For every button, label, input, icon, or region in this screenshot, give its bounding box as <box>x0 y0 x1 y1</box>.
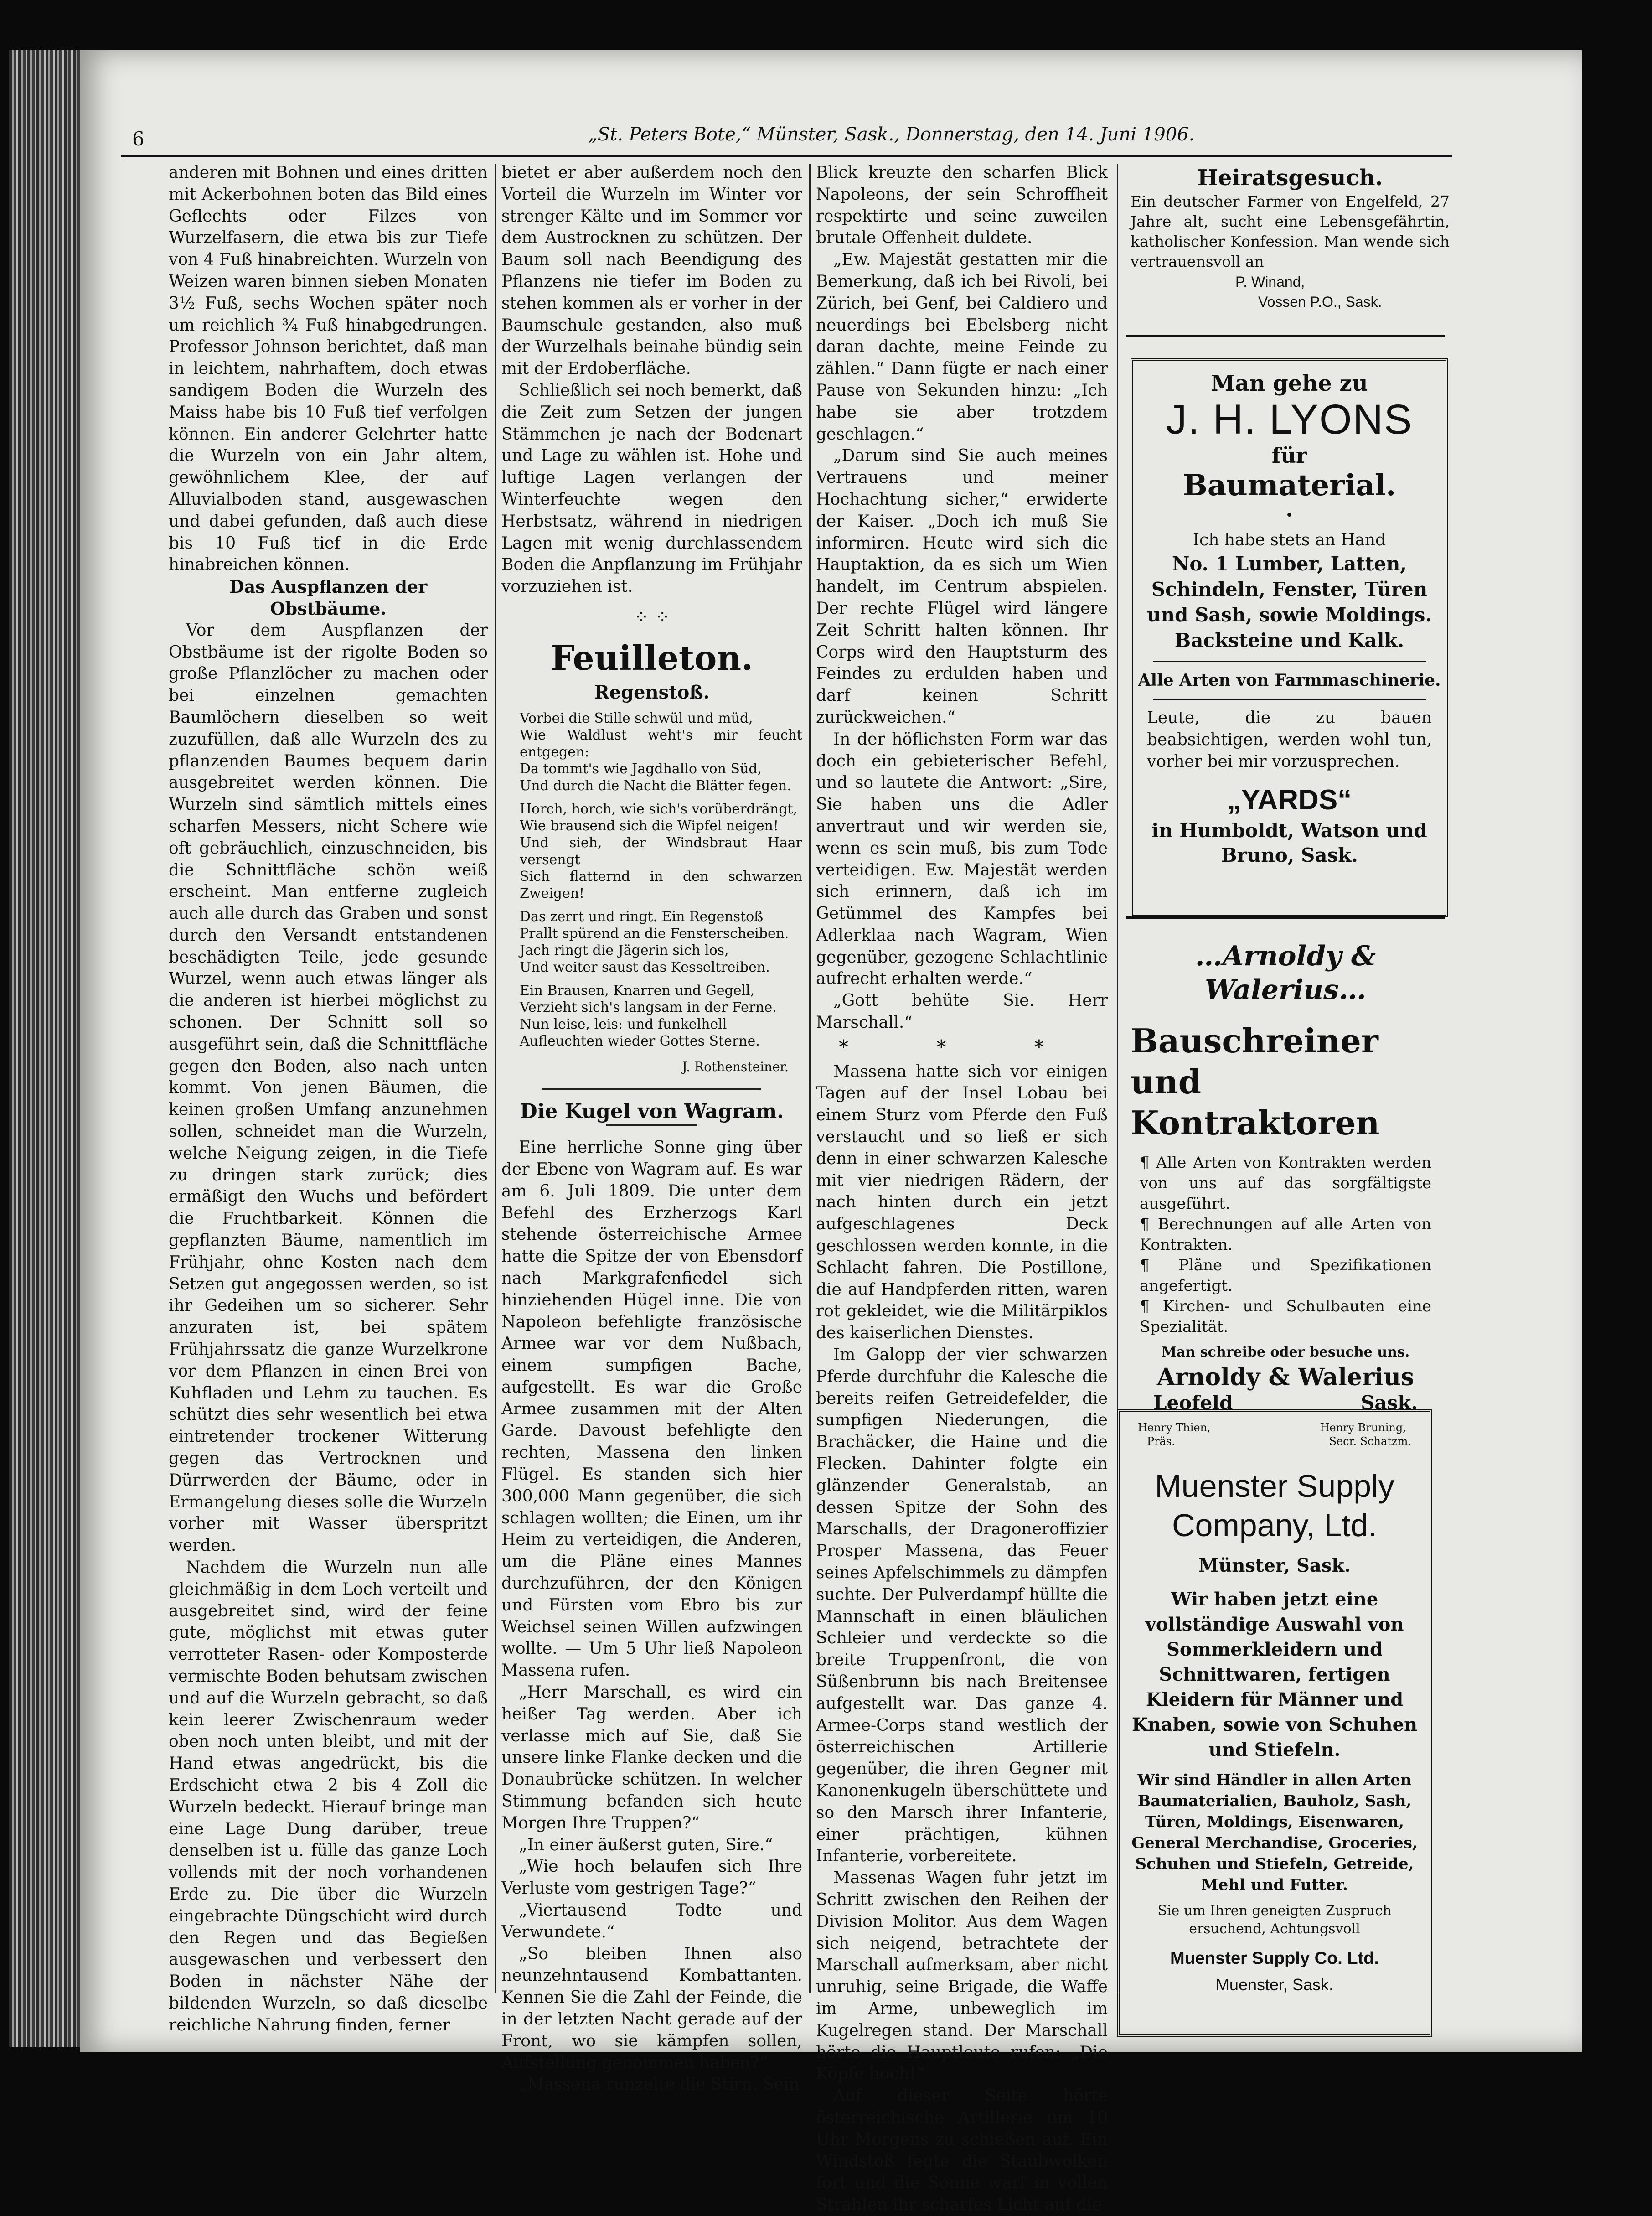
ad-text: Wir sind Händler in allen Arten Baumaterialien, Bauholz, Sash, Türen, Moldings, Eisenwaren, General Merchandise, Groceries, Schuhen und Stiefeln, Getreide, Mehl und Futter. <box>1131 1771 1418 1894</box>
column-3 <box>816 162 1108 2215</box>
paragraph: In der höflichsten Form war das doch ein gebieterischer Befehl, und so lautete die Antwort: „Sire, Sie haben uns die Adler anvertraut und wir werden sie, wenn es sein muß, bis zum Tode verteidigen. Ew. Majestät werden sich erinnern, daß ich im Getümmel des Kampfes bei Adlerklaa nach Wagram, Wien gegenüber, gezogene Schlachtlinie aufrecht erhalten werde.“ <box>816 730 1108 989</box>
poem-title: Regenstoß. <box>594 681 710 703</box>
ad-line: Bruno, Sask. <box>1221 844 1358 866</box>
poem-line: Ein Brausen, Knarren und Gegell, <box>520 982 755 999</box>
paragraph: „In einer äußerst guten, Sire.“ <box>519 1835 773 1854</box>
paragraph: Nachdem die Wurzeln nun alle gleichmäßig in dem Loch verteilt und ausgebreitet sind, wird der feine gute, möglichst mit etwas guter verrotteter Rasen- oder Komposterde vermischte Boden behutsam zwischen und auf die Wurzeln gebracht, so daß kein leerer Zwischenraum weder oben noch unten bleibt, und mit der Hand etwas angedrückt, bis die Erdschicht etwa 2 bis 4 Zoll die Wurzeln bedeckt. Hierauf bringe man eine Lage Dung darüber, treue denselben ist u. fülle das ganze Loch vollends mit der noch vorhandenen Erde zu. Die über die Wurzeln eingebrachte Düngschicht wird durch den Regen und das Begießen ausgewaschen und verbessert den Boden in nächster Nähe der bildenden Wurzeln, so daß dieselbe reichliche Nahrung finden, ferner <box>169 1558 488 2035</box>
ad-item: ¶ Alle Arten von Kontrakten werden von uns auf das sorgfältigste ausgeführt. <box>1140 1154 1431 1213</box>
officer-right <box>1320 1421 1411 1448</box>
poem-line: Das zerrt und ringt. Ein Regenstoß <box>520 908 764 925</box>
ad-officers <box>1120 1412 1430 1448</box>
ad-address: Vossen P.O., Sask. <box>1258 294 1382 310</box>
ad-line: und Sash, sowie Moldings. <box>1146 604 1432 626</box>
feuilleton-heading: Feuilleton. <box>551 638 753 678</box>
paragraph: Eine herrliche Sonne ging über der Ebene von Wagram auf. Es war am 6. Juli 1809. Die unter dem Befehl des Erzherzogs Karl stehende österreichische Armee hatte die Spitze der von Ebensdorf nach Markgrafenfiedel sich hinziehenden Hügel inne. Die von Napoleon befehligte französische Armee war vor dem Nußbach, einem sumpfigen Bache, aufgestellt. Es war die Große Armee zusammen mit der Alten Garde. Davoust befehligte den rechten, Massena den linken Flügel. Es standen sich hier 300,000 Mann gegenüber, die sich schlagen wollten; die Einen, um ihr Heim zu verteidigen, die Anderen, um die Pläne eines Mannes durchzuführen, der den Königen und Fürsten vom Ebro bis zur Weichsel seinen Willen aufzwingen wollte. — Um 5 Uhr ließ Napoleon Massena rufen. <box>501 1138 802 1680</box>
column-rule <box>809 164 811 1993</box>
poem-line: Prallt spürend an die Fensterscheiben. <box>520 925 789 942</box>
ad-line: Backsteine und Kalk. <box>1174 629 1404 652</box>
paragraph: anderen mit Bohnen und eines dritten mit Ackerbohnen boten das Bild eines Geflechts oder Filzes von Wurzelfasern, die etwa bis zur Tiefe von 4 Fuß hinabreichten. Wurzeln von Weizen waren binnen sieben Monaten 3½ Fuß, sechs Wochen später noch um reichlich ¾ Fuß hinabgedrungen. Professor Johnson berichtet, daß man in leichtem, nahrhaftem, doch etwas sandigem Boden die Wurzeln des Maiss habe bis 10 Fuß tief verfolgen können. Ein anderer Gelehrter hatte die Wurzeln von ein Jahr altem, gewöhnlichem Klee, der auf Alluvialboden stand, ausgewaschen und dabei gefunden, daß auch diese bis 10 Fuß tief in die Erde hinabreichen können. <box>169 163 488 575</box>
ad-line: Man gehe zu <box>1211 371 1368 396</box>
ad-text: Sie um Ihren geneigten Zuspruch ersuchend, Achtungsvoll <box>1157 1903 1392 1937</box>
poem-line: Verzieht sich's langsam in der Ferne. <box>520 999 777 1015</box>
paragraph: „Viertausend Todte und Verwundete.“ <box>501 1901 802 1942</box>
ad-signature: Muenster Supply Co. Ltd. <box>1170 1949 1379 1968</box>
poem-line: Und sieh, der Windsbraut Haar versengt <box>520 834 802 868</box>
poem-line: Da tommt's wie Jagdhallo von Süd, <box>520 761 762 777</box>
paragraph: „Gott behüte Sie. Herr Marschall.“ <box>816 991 1108 1032</box>
ad-item: ¶ Pläne und Spezifikationen angefertigt. <box>1140 1256 1431 1295</box>
paragraph: Blick kreuzte den scharfen Blick Napoleons, der sein Schroffheit respektirte und seine zuweilen brutale Offenheit duldete. <box>816 163 1108 248</box>
ad-rule <box>1153 699 1426 700</box>
ad-line: Baumaterial. <box>1182 468 1396 502</box>
ad-line: Ich habe stets an Hand <box>1193 531 1386 549</box>
ad-line: Man schreibe oder besuche uns. <box>1161 1344 1410 1360</box>
ad-company: Muenster Supply <box>1155 1468 1394 1504</box>
ad-arnoldy <box>1126 939 1445 1413</box>
poem-line: Horch, horch, wie sich's vorüberdrängt, <box>520 801 798 817</box>
ad-title: …Arnoldy & Walerius… <box>1195 940 1376 1006</box>
story-title: Die Kugel von Wagram. <box>520 1100 784 1124</box>
poem-line: Wie brausend sich die Wipfel neigen! <box>520 818 779 834</box>
ornament-divider: ⁘ ⁘ <box>634 606 670 628</box>
poem-line: Jach ringt die Jägerin sich los, <box>520 942 729 958</box>
ad-line: Alle Arten von Farmmaschinerie. <box>1138 671 1441 690</box>
poem <box>501 710 802 1050</box>
officer-name: Henry Bruning, <box>1320 1421 1406 1434</box>
ad-place: Muenster, Sask. <box>1215 1975 1334 1994</box>
paragraph: „Massena runzelte die Stirn. Sein <box>519 2075 800 2094</box>
poem-stanza <box>520 982 802 1050</box>
ad-name: P. Winand, <box>1235 274 1305 290</box>
paragraph: „Darum sind Sie auch meines Vertrauens und meiner Hochachtung sicher,“ erwiderte der Kaiser. „Doch ich muß Sie informiren. Heute wird sich die Hauptaktion, da es sich um Wien handelt, im Centrum abspielen. Der rechte Flügel wird längere Zeit Schritt halten können. Ihr Corps wird den Hauptsturm des Feindes zu erdulden haben und darf keinen Schritt zurückweichen.“ <box>816 446 1108 727</box>
page-number: 6 <box>132 128 145 150</box>
ad-title: Heiratsgesuch. <box>1197 165 1383 191</box>
ad-text: Wir haben jetzt eine vollständige Auswahl von Sommerkleidern und Schnittwaren, fertigen Kleidern für Männer und Knaben, sowie von Schuhen und Stiefeln. <box>1131 1589 1418 1760</box>
bullet-icon: • <box>1285 507 1294 523</box>
section-rule <box>542 1088 761 1090</box>
poem-line: Und weiter saust das Kesseltreiben. <box>520 959 770 975</box>
ad-prov: Sask. <box>1361 1392 1418 1414</box>
ad-line: für <box>1271 443 1307 468</box>
poem-line: Wie Waldlust weht's mir feucht entgegen: <box>520 727 802 760</box>
ad-lyons <box>1131 358 1448 917</box>
poem-stanza <box>520 908 802 976</box>
poem-line: Vorbei die Stille schwül und müd, <box>520 710 753 726</box>
poem-line: Sich flatternd in den schwarzen Zweigen! <box>520 868 802 901</box>
ad-body: Ein deutscher Farmer von Engelfeld, 27 Jahre alt, sucht eine Lebensgefährtin, katholischer Konfession. Man wende sich vertrauensvoll an <box>1131 192 1450 270</box>
ad-rule <box>1126 335 1445 337</box>
paragraph: Schließlich sei noch bemerkt, daß die Zeit zum Setzen der jungen Stämmchen je nach der Bodenart und Lage zu wählen ist. Hohe und luftige Lagen verlangen der Winterfeuchte wegen den Herbstsatz, während in niedrigen Lagen mit wenig durchlassendem Boden die Anpflanzung im Frühjahr vorzuziehen ist. <box>501 381 802 596</box>
page-stack-edges <box>9 50 82 2047</box>
paragraph: Im Galopp der vier schwarzen Pferde durchfuhr die Kalesche die bereits reifen Getreidefelder, die sumpfigen Niederungen, die Brachäcker, die Haine und die Flecken. Dahinter folgte ein glänzender Generalstab, an dessen Spitze der Sohn des Marschalls, der Dragoneroffizier Prosper Massena, das Feuer seines Apfelschimmels zu dämpfen suchte. Der Pulverdampf hüllte die Mannschaft in einen bläulichen Schleier und verdeckte so die breite Truppenfront, die von Süßenbrunn bis nach Breitensee aufgestellt war. Das ganze 4. Armee-Corps stand westlich der österreichischen Artillerie gegenüber, die ihren Gegner mit Kanonenkugeln überschüttete und so den Marsch ihrer Infanterie, einer prächtigen, kühnen Infanterie, vorbereitete. <box>816 1346 1108 1866</box>
paragraph: bietet er aber außerdem noch den Vorteil die Wurzeln im Winter vor strenger Kälte und im Sommer vor dem Austrocknen zu schützen. Der Baum soll nach Beendigung des Pflanzens nie tiefer im Boden zu stehen kommen als er vorher in der Baumschule gestanden, also muß der Wurzelhals beinahe bündig sein mit der Erdoberfläche. <box>501 163 802 378</box>
paragraph: „Wie hoch belaufen sich Ihre Verluste vom gestrigen Tage?“ <box>501 1857 802 1898</box>
header-rule <box>121 155 1452 157</box>
poem-line: Nun leise, leis: und funkelhell <box>520 1016 727 1032</box>
paragraph: Massenas Wagen fuhr jetzt im Schritt zwischen den Reihen der Division Molitor. Aus dem Wagen sich neigend, betrachtete der Marschall aufmerksam, aber nicht unruhig, seine Brigade, die Waffe im Arme, unbeweglich im Kugelregen stand. Der Marschall hörte die Hauptleute rufen: „Die Köpfe hoch!“ <box>816 1869 1108 2084</box>
ad-rule <box>1126 916 1445 919</box>
officer-role: Präs. <box>1147 1435 1175 1448</box>
ad-item: ¶ Kirchen- und Schulbauten eine Spezialität. <box>1140 1297 1431 1336</box>
paragraph: „So bleiben Ihnen also neunzehntausend Kombattanten. Kennen Sie die Zahl der Feinde, die in der letzten Nacht gerade auf der Front, wo sie kämpfen sollen, Aufstellung genommen haben?“ <box>501 1944 802 2072</box>
poem-author: J. Rothensteiner. <box>682 1059 789 1074</box>
paragraph: „Herr Marschall, es wird ein heißer Tag werden. Aber ich verlasse mich auf Sie, daß Sie unsere linke Flanke decken und die Donaubrücke schützen. In welcher Stimmung befanden sich heute Morgen Ihre Truppen?“ <box>501 1683 802 1833</box>
ad-firm: Arnoldy & Walerius <box>1156 1363 1415 1391</box>
ad-company: Company, Ltd. <box>1172 1507 1378 1543</box>
poem-line: Und durch die Nacht die Blätter fegen. <box>520 777 791 794</box>
ad-line: Bauschreiner <box>1131 1021 1378 1060</box>
officer-role: Secr. Schatzm. <box>1329 1435 1411 1448</box>
ad-line: Leute, die zu bauen beabsichtigen, werden wohl tun, vorher bei mir vorzusprechen. <box>1147 709 1432 771</box>
ad-town: Leofeld <box>1153 1392 1233 1414</box>
ad-line: Schindeln, Fenster, Türen <box>1151 578 1428 601</box>
section-rule <box>606 1124 697 1126</box>
running-head: „St. Peters Bote,“ Münster, Sask., Donnerstag, den 14. Juni 1906. <box>588 124 1195 145</box>
ad-line: in Humboldt, Watson und <box>1151 819 1427 842</box>
paragraph: Vor dem Auspflanzen der Obstbäume ist der rigolte Boden so große Pflanzlöcher zu machen oder bei einzelnen gemachten Baumlöchern dieselben so weit zuzufüllen, daß alle Wurzeln des zu pflanzenden Baumes bequem darin ausgebreitet werden können. Die Wurzeln sind sämtlich mittels eines scharfen Messers, nicht Schere wie oft gebräuchlich, einzuschneiden, bis die Schnittfläche schön weiß erscheint. Man entferne zugleich auch alle durch das Graben und sonst durch den Versandt entstandenen beschädigten Teile, jede gesunde Wurzel, wenn auch etwas länger als die anderen ist hierbei möglichst zu schonen. Der Schnitt soll so ausgeführt sein, daß die Schnittfläche gegen den Boden, also nach unten kommt. Von jenen Bäumen, die keinen großen Umfang anzunehmen sollen, schneidet man die Wurzeln, welche Neigung zeigen, in die Tiefe zu dringen stark zurück; dies ermäßigt den Wuchs und befördert die Fruchtbarkeit. Können die gepflanzten Bäume, namentlich im Frühjahr, ohne Kosten nach dem Setzen gut angegossen werden, so ist ihr Gedeihen um so sicherer. Sehr anzuraten ist, bei spätem Frühjahrssatz die ganze Wurzelkrone vor dem Pflanzen in einen Brei von Kuhfladen und Lehm zu tauchen. Es schützt dies sehr wesentlich bei etwa eintretender trockener Witterung gegen das Vertrocknen und Dürrwerden der Bäume, oder in Ermangelung dieses solle die Wurzeln vorher mit Wasser überspritzt werden. <box>169 621 488 1555</box>
ad-list <box>1126 1144 1445 1337</box>
ad-item: ¶ Berechnungen auf alle Arten von Kontrakten. <box>1140 1215 1431 1254</box>
paragraph: Auf dieser Seite hörte österreichische Artillerie um 10 Uhr Morgens zu schießen auf. Ein Windstoß fegte die Staubwolken fort und die Sonne warf in vollen Strahlen ihr scharfes Licht auf die <box>816 2087 1108 2215</box>
poem-stanza <box>520 801 802 902</box>
column-1 <box>169 162 488 2035</box>
column-rule <box>495 164 496 1993</box>
ad-line: „YARDS“ <box>1227 784 1352 816</box>
ad-line: No. 1 Lumber, Latten, <box>1172 553 1407 575</box>
ad-heiratsgesuch <box>1131 164 1450 312</box>
paragraph: Massena hatte sich vor einigen Tagen auf der Insel Lobau bei einem Sturz vom Pferde den Fuß verstaucht und so ließ er sich denn in einer schwarzen Kalesche mit vier niedrigen Rädern, der nach hinten durch ein jetzt aufgeschlagenes Deck geschlossen werden konnte, in die Schlacht fahren. Die Postillone, die auf Handpferden ritten, waren rot gekleidet, wie die Militärpiklos des kaiserlichen Dienstes. <box>816 1062 1108 1343</box>
officer-name: Henry Thien, <box>1138 1421 1211 1434</box>
section-heading: Das Auspflanzen der Obstbäume. <box>229 576 428 619</box>
ad-muenster-supply <box>1117 1409 1432 2037</box>
ad-rule <box>1153 661 1426 662</box>
ad-town: Münster, Sask. <box>1198 1555 1351 1576</box>
poem-stanza <box>520 710 802 794</box>
officer-left <box>1138 1421 1211 1448</box>
asterism-divider: * * * <box>839 1036 1085 1058</box>
poem-line: Aufleuchten wieder Gottes Sterne. <box>520 1033 760 1049</box>
ad-brand: J. H. LYONS <box>1166 396 1413 443</box>
ad-line: und Kontraktoren <box>1131 1062 1380 1142</box>
paragraph: „Ew. Majestät gestatten mir die Bemerkung, daß ich bei Rivoli, bei Zürich, bei Genf, bei Caldiero und neuerdings bei Ebelsberg nicht daran dachte, meine Feinde zu zählen.“ Dann fügte er nach einer Pause von Sekunden hinzu: „Ich habe sie aber trotzdem geschlagen.“ <box>816 250 1108 444</box>
column-2 <box>501 162 802 2094</box>
